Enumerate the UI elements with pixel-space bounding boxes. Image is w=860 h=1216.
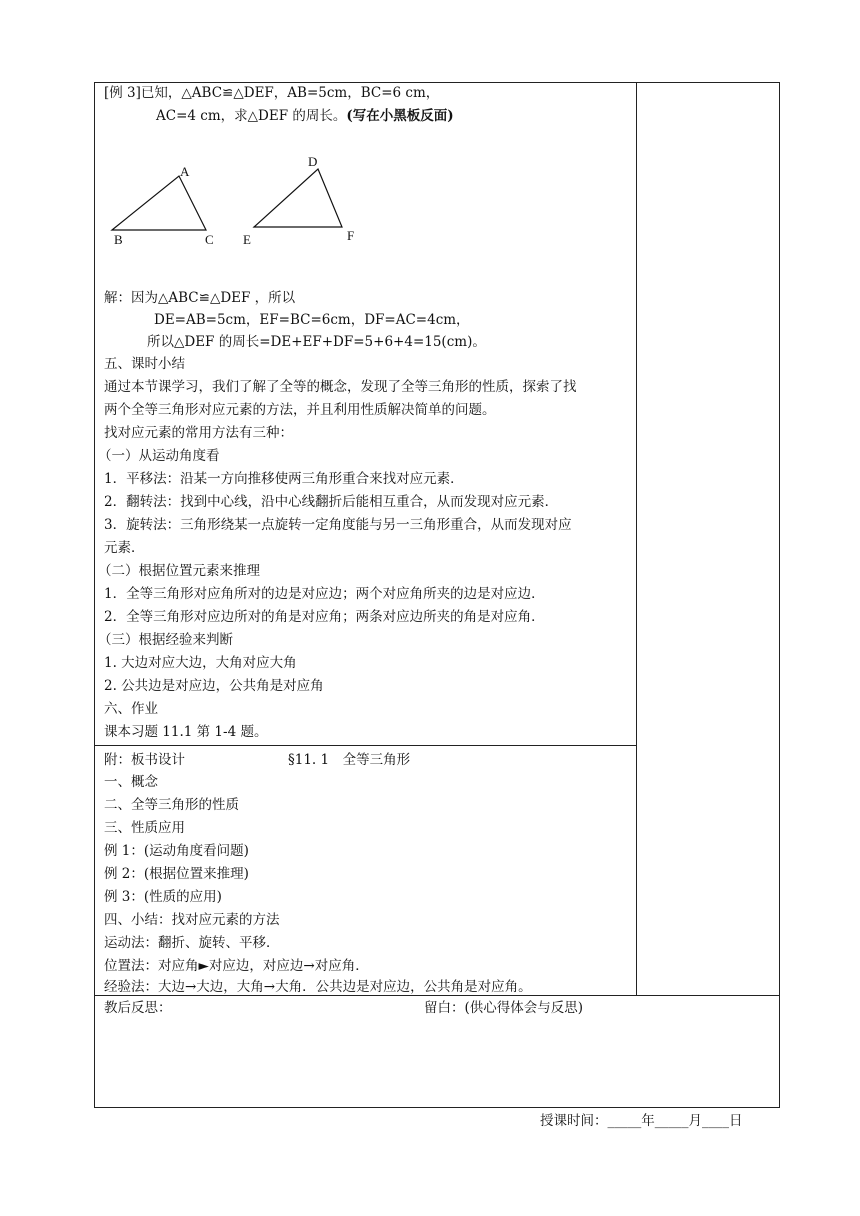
example3-line1: [例 3]已知，△ABC≌△DEF，AB=5cm，BC=6 cm， [104, 85, 440, 101]
summary-para2: 找对应元素的常用方法有三种： [104, 425, 293, 441]
summary-e2: 2. 公共边是对应边，公共角是对应角 [104, 678, 324, 694]
vertex-label-f: F [347, 228, 355, 243]
board-l7: 四、小结：找对应元素的方法 [104, 912, 280, 928]
summary-m1: 1．平移法：沿某一方向推移使两三角形重合来找对应元素． [104, 471, 464, 487]
summary-m3b: 元素． [104, 540, 145, 556]
teaching-date: 授课时间：_____年_____月____日 [540, 1113, 743, 1129]
board-l4: 例 1：(运动角度看问题) [104, 843, 249, 859]
notes-label: 留白：(供心得体会与反思) [424, 1000, 584, 1016]
solution-line3: 所以△DEF 的周长=DE+EF+DF=5+6+4=15(cm)。 [147, 334, 486, 350]
vertex-label-b: B [114, 232, 123, 247]
homework-text: 课本习题 11.1 第 1-4 题。 [104, 724, 268, 740]
vertex-label-d: D [308, 154, 318, 169]
board-l9: 位置法：对应角►对应边，对应边→对应角． [104, 958, 369, 974]
example3-question: AC=4 cm，求△DEF 的周长。 [156, 108, 347, 124]
summary-m2: 2．翻转法：找到中心线，沿中心线翻折后能相互重合，从而发现对应元素． [104, 494, 559, 510]
vertex-label-c: C [205, 232, 214, 247]
triangle-def [254, 169, 342, 227]
reflection-label: 教后反思： [104, 1000, 172, 1016]
board-title: §11. 1 全等三角形 [288, 752, 411, 768]
solution-line1: 解：因为△ABC≌△DEF ，所以 [104, 290, 296, 306]
summary-para1b: 两个全等三角形对应元素的方法，并且利用性质解决简单的问题。 [104, 402, 496, 418]
summary-e1: 1. 大边对应大边，大角对应大角 [104, 655, 297, 671]
vertex-label-e: E [243, 232, 251, 247]
triangles-figure [104, 148, 384, 253]
summary-m3a: 3．旋转法：三角形绕某一点旋转一定角度能与另一三角形重合，从而发现对应 [104, 517, 572, 533]
board-l10: 经验法：大边→大边，大角→大角．公共边是对应边，公共角是对应角。 [104, 979, 532, 995]
solution-line2: DE=AB=5cm，EF=BC=6cm，DF=AC=4cm， [154, 312, 470, 328]
example3-line2 [156, 107, 454, 125]
row-divider-board [94, 745, 637, 746]
summary-p1: 1．全等三角形对应角所对的边是对应边；两个对应角所夹的边是对应边． [104, 586, 545, 602]
board-l8: 运动法：翻折、旋转、平移． [104, 935, 280, 951]
vertex-label-a: A [180, 164, 190, 179]
summary-heading: 五、课时小结 [104, 356, 185, 372]
board-l2: 二、全等三角形的性质 [104, 797, 239, 813]
summary-sec3: （三）根据经验来判断 [98, 632, 233, 648]
homework-heading: 六、作业 [104, 701, 158, 717]
board-l6: 例 3：(性质的应用) [104, 889, 222, 905]
triangle-abc [112, 176, 206, 230]
summary-sec1: （一）从运动角度看 [98, 448, 220, 464]
summary-para1a: 通过本节课学习，我们了解了全等的概念，发现了全等三角形的性质，探索了找 [104, 379, 577, 395]
column-divider [636, 82, 637, 995]
summary-sec2: （二）根据位置元素来推理 [98, 563, 260, 579]
summary-p2: 2．全等三角形对应边所对的角是对应角；两条对应边所夹的角是对应角． [104, 609, 545, 625]
board-label: 附：板书设计 [104, 752, 185, 768]
board-l1: 一、概念 [104, 774, 158, 790]
example3-note: (写在小黑板反面) [346, 108, 454, 124]
board-l5: 例 2：(根据位置来推理) [104, 866, 249, 882]
board-l3: 三、性质应用 [104, 820, 185, 836]
